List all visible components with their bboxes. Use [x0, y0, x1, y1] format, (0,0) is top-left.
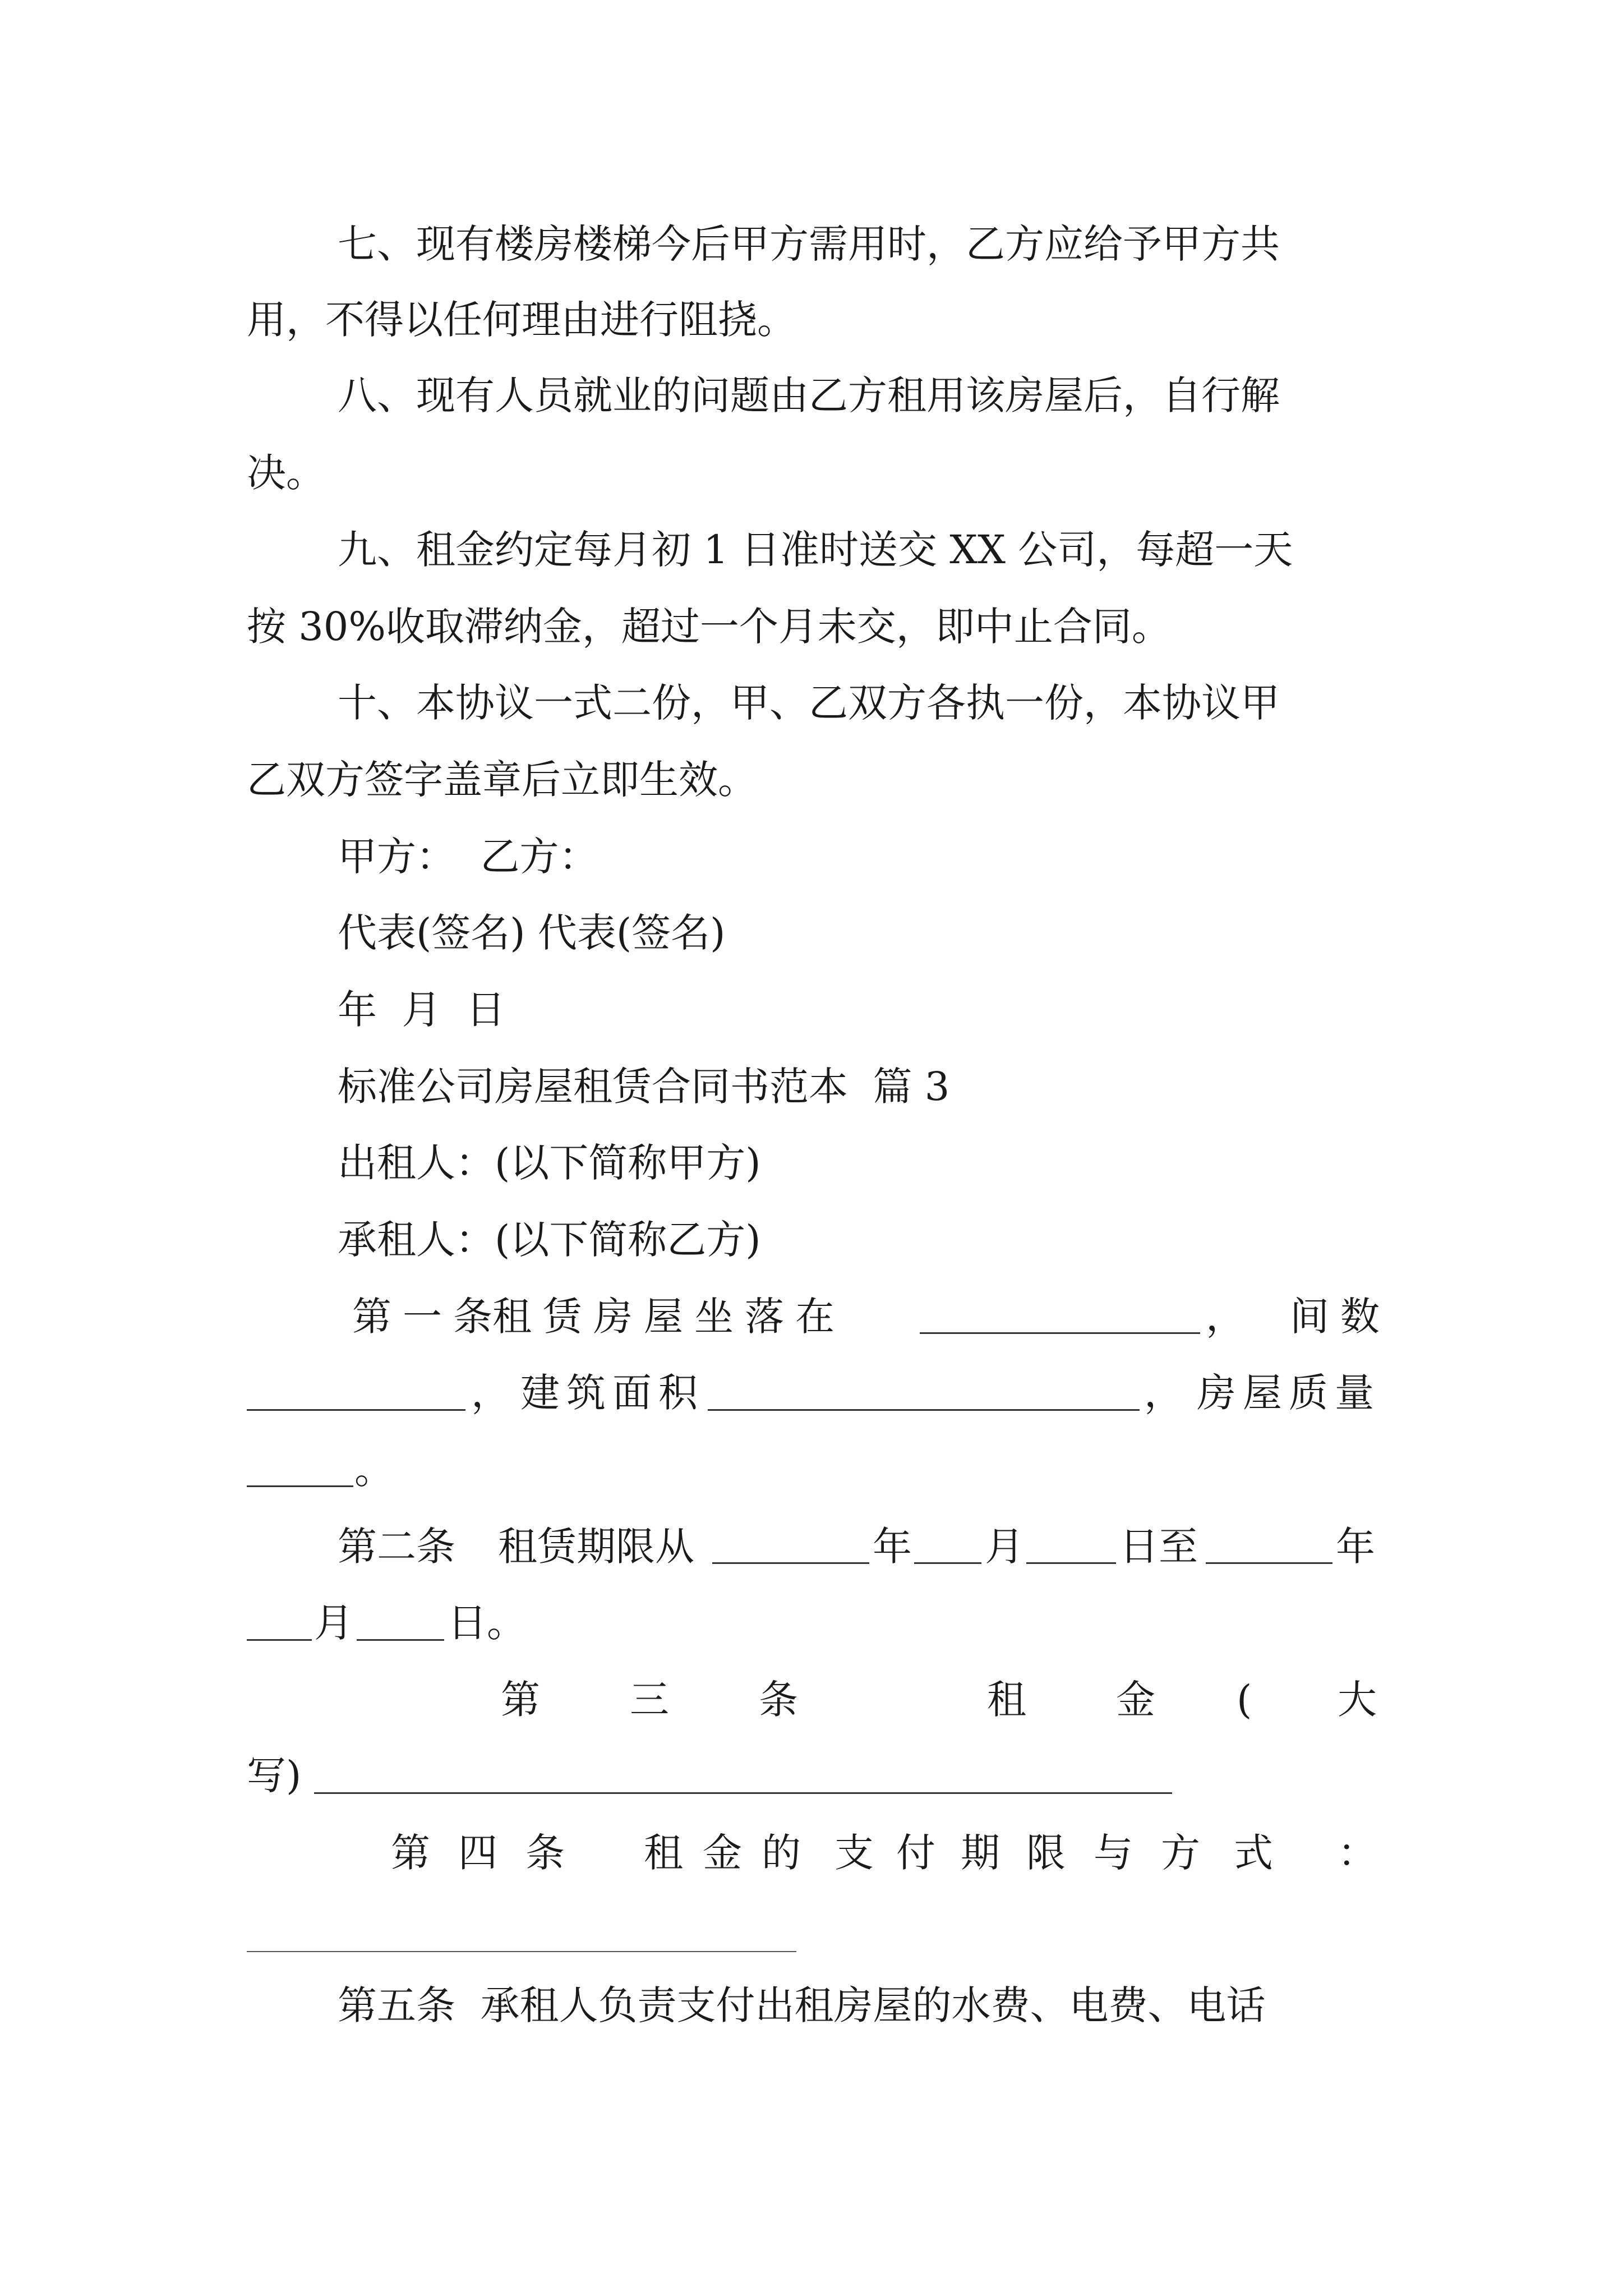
article-1-location-label: 租赁房屋坐落在	[492, 1294, 846, 1340]
article-4-char-14: ：	[1338, 1830, 1377, 1876]
article-3-char-4: 租	[987, 1677, 1026, 1723]
article-2-end-day-blank	[357, 1639, 444, 1641]
article-2-label: 第二条	[338, 1524, 455, 1570]
article-2-month-1: 月	[985, 1524, 1024, 1570]
article-2-day-end: 日。	[448, 1600, 526, 1646]
article-1-area-blank	[708, 1409, 1140, 1411]
signature-date: 年 月 日	[338, 987, 506, 1033]
article-2-start-year-blank	[712, 1562, 869, 1564]
article-2-start-day-blank	[1026, 1562, 1116, 1564]
paragraph-10-line-1: 十、本协议一式二份，甲、乙双方各执一份，本协议甲	[338, 680, 1280, 726]
article-4-char-3: 条	[525, 1830, 565, 1876]
signature-representatives: 代表(签名) 代表(签名)	[338, 910, 726, 956]
paragraph-9-line-1: 九、租金约定每月初 1 日准时送交 XX 公司，每超一天	[338, 527, 1293, 573]
article-2-end-year-blank	[1206, 1562, 1332, 1564]
paragraph-7-line-1: 七、现有楼房楼梯今后甲方需用时，乙方应给予甲方共	[338, 221, 1280, 267]
article-3-char-1: 第	[501, 1677, 540, 1723]
article-3-rent-amount-blank	[314, 1792, 1172, 1794]
article-1-location-blank	[920, 1332, 1200, 1334]
article-2-month-2: 月	[314, 1600, 353, 1646]
article-1-quality-label: 房屋质量	[1197, 1370, 1381, 1416]
paragraph-9-line-2: 按 30%收取滞纳金，超过一个月未交，即中止合同。	[247, 604, 1171, 650]
article-1-quality-blank	[247, 1485, 353, 1487]
article-2-end-month-blank	[247, 1639, 312, 1641]
article-4-char-11: 与	[1094, 1830, 1133, 1876]
article-1-end: 。	[354, 1447, 394, 1493]
article-4-char-6: 的	[762, 1830, 801, 1876]
article-3-char-3: 条	[759, 1677, 798, 1723]
article-2-term-label: 租赁期限从	[498, 1524, 694, 1570]
article-4-char-8: 付	[896, 1830, 935, 1876]
article-1-comma-2: ，	[471, 1370, 510, 1416]
article-4-char-9: 期	[961, 1830, 1000, 1876]
article-2-start-month-blank	[914, 1562, 981, 1564]
article-1-rooms-label: 间数	[1290, 1294, 1391, 1340]
article-1-rooms-blank	[247, 1409, 465, 1411]
article-1-comma-1: ，	[1206, 1294, 1245, 1340]
article-1-label: 第一条	[352, 1294, 504, 1340]
signature-parties: 甲方： 乙方：	[338, 834, 598, 880]
article-4-char-13: 式	[1234, 1830, 1273, 1876]
paragraph-7-line-2: 用，不得以任何理由进行阻挠。	[247, 297, 796, 343]
article-3-line-2: 写)	[247, 1752, 302, 1798]
paragraph-8-line-1: 八、现有人员就业的问题由乙方租用该房屋后，自行解	[338, 372, 1280, 418]
article-4-char-7: 支	[834, 1830, 874, 1876]
article-4-char-4: 租	[644, 1830, 683, 1876]
article-4-char-5: 金	[703, 1830, 742, 1876]
article-3-char-2: 三	[630, 1677, 669, 1723]
article-2-year-1: 年	[873, 1524, 912, 1570]
article-4-char-2: 四	[458, 1830, 497, 1876]
article-3-char-7: 大	[1338, 1677, 1377, 1723]
article-4-payment-blank	[247, 1951, 796, 1952]
section-title: 标准公司房屋租赁合同书范本 篇 3	[338, 1064, 950, 1110]
article-3-char-5: 金	[1116, 1677, 1155, 1723]
article-1-area-label: 建筑面积	[520, 1370, 704, 1416]
lessor-line: 出租人：(以下简称甲方)	[338, 1140, 761, 1186]
paragraph-10-line-2: 乙双方签字盖章后立即生效。	[247, 757, 757, 803]
article-3-char-6: (	[1237, 1677, 1252, 1723]
lessee-line: 承租人：(以下简称乙方)	[338, 1217, 761, 1263]
article-4-char-10: 限	[1026, 1830, 1066, 1876]
paragraph-8-line-2: 决。	[247, 450, 325, 496]
article-5-line-1: 第五条 承租人负责支付出租房屋的水费、电费、电话	[338, 1982, 1266, 2028]
article-2-day-to: 日至	[1119, 1524, 1198, 1570]
article-2-year-2: 年	[1336, 1524, 1375, 1570]
article-4-char-12: 方	[1161, 1830, 1200, 1876]
article-1-comma-3: ，	[1144, 1370, 1183, 1416]
article-4-char-1: 第	[391, 1830, 430, 1876]
